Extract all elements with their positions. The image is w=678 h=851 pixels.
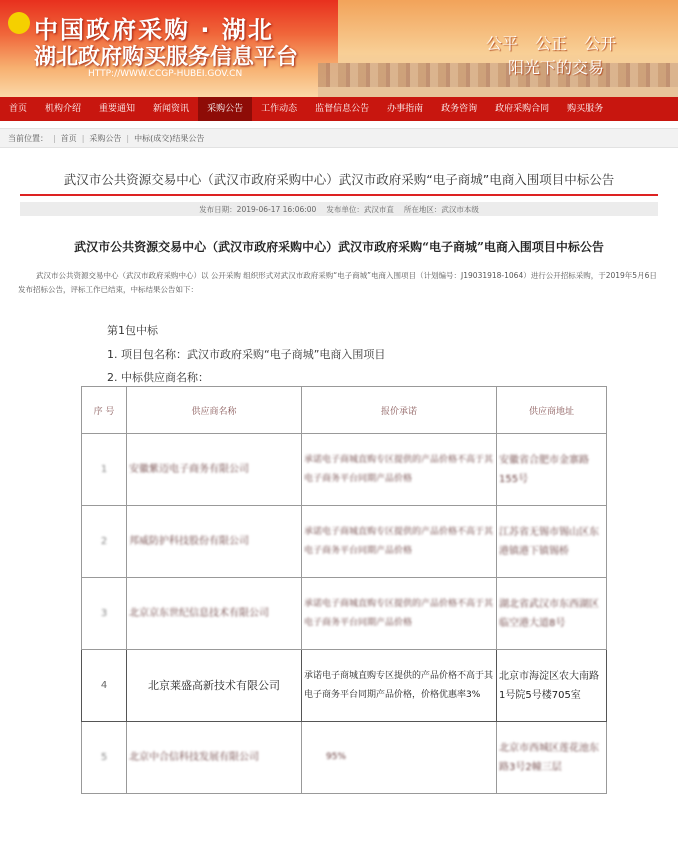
header-supplier: 供应商名称 <box>127 387 302 434</box>
row-supplier: 北京莱盛高新技术有限公司 <box>127 650 302 722</box>
page-title: 武汉市公共资源交易中心（武汉市政府采购中心）武汉市政府采购“电子商城”电商入围项目中标公告 <box>63 172 615 187</box>
table-row <box>82 506 607 578</box>
article-meta <box>20 202 658 216</box>
nav-item-work[interactable]: 工作动态 <box>261 104 298 114</box>
row-address: 江苏省无锡市锡山区东港镇港下镇锡桥 <box>497 506 607 578</box>
row-promise: 承诺电子商城直购专区提供的产品价格不高于其电子商务平台同期产品价格，价格优惠率3% <box>302 650 497 722</box>
row-no: 3 <box>82 578 127 650</box>
header-promise: 报价承诺 <box>302 387 497 434</box>
site-banner <box>0 0 678 97</box>
row-address: 安徽省合肥市金寨路155号 <box>497 434 607 506</box>
meta-unit: 发布单位：武汉市直 <box>326 204 394 214</box>
nav-item-guide[interactable]: 办事指南 <box>387 104 424 114</box>
row-no: 5 <box>82 722 127 794</box>
breadcrumb-separator: | <box>126 133 130 143</box>
meta-published: 发布日期：2019-06-17 16:06:00 <box>199 204 317 214</box>
package-name: 1. 项目包名称：武汉市政府采购“电子商城”电商入围项目 <box>107 348 386 361</box>
row-supplier: 邦威防护科技股份有限公司 <box>127 506 302 578</box>
row-address: 北京市海淀区农大南路1号院5号楼705室 <box>497 650 607 722</box>
header-address: 供应商地址 <box>497 387 607 434</box>
breadcrumb-procurement[interactable]: 采购公告 <box>89 133 122 143</box>
site-subtitle: 湖北政府购买服务信息平台 <box>34 45 299 70</box>
breadcrumb-separator: | <box>53 133 56 143</box>
emblem-icon <box>8 12 30 34</box>
nav-item-services[interactable]: 购买服务 <box>567 104 604 114</box>
nav-item-procurement[interactable]: 采购公告 <box>198 97 252 121</box>
main-nav <box>0 97 678 121</box>
table-row <box>82 434 607 506</box>
winning-suppliers-table <box>81 386 607 794</box>
row-promise: 承诺电子商城直购专区提供的产品价格不高于其电子商务平台同期产品价格 <box>302 506 497 578</box>
table-row <box>82 578 607 650</box>
row-promise: 承诺电子商城直购专区提供的产品价格不高于其电子商务平台同期产品价格 <box>302 578 497 650</box>
title-divider <box>20 194 658 196</box>
row-supplier: 安徽紫迈电子商务有限公司 <box>127 434 302 506</box>
nav-item-home[interactable]: 首页 <box>9 104 28 114</box>
row-promise: 95% <box>302 722 497 794</box>
document-title: 武汉市公共资源交易中心（武汉市政府采购中心）武汉市政府采购“电子商城”电商入围项目中标公告 <box>74 240 604 254</box>
breadcrumb-separator: | <box>81 133 85 143</box>
row-supplier: 北京京东世纪信息技术有限公司 <box>127 578 302 650</box>
nav-item-news[interactable]: 新闻资讯 <box>153 104 190 114</box>
row-no: 1 <box>82 434 127 506</box>
table-row-highlighted <box>82 650 607 722</box>
breadcrumb <box>0 128 678 148</box>
breadcrumb-home[interactable]: 首页 <box>60 133 77 143</box>
row-address: 湖北省武汉市东西湖区临空港大道8号 <box>497 578 607 650</box>
nav-item-about[interactable]: 机构介绍 <box>45 104 82 114</box>
row-no: 4 <box>82 650 127 722</box>
site-title[interactable]: 中国政府采购 · 湖北 <box>34 16 274 44</box>
breadcrumb-current[interactable]: 中标(成交)结果公告 <box>134 133 205 143</box>
nav-item-notices[interactable]: 重要通知 <box>99 104 136 114</box>
breadcrumb-label: 当前位置： <box>8 133 48 143</box>
package-label: 第1包中标 <box>107 324 158 337</box>
row-supplier: 北京中合信科技发展有限公司 <box>127 722 302 794</box>
row-address: 北京市西城区莲花池东路3号2幢三层 <box>497 722 607 794</box>
site-url: HTTP://WWW.CCGP-HUBEI.GOV.CN <box>88 69 243 79</box>
row-promise: 承诺电子商城直购专区提供的产品价格不高于其电子商务平台同期产品价格 <box>302 434 497 506</box>
table-header-row <box>82 387 607 434</box>
nav-item-supervision[interactable]: 监督信息公告 <box>315 104 370 114</box>
intro-paragraph: 武汉市公共资源交易中心（武汉市政府采购中心）以 公开采购 组织形式对武汉市政府采购“电子商城”电商入围项目（计划编号：J19031918-1064）进行公开招标采购，于2019年5月6日发布招标公告，评标工作已结束，中标结果公告如下： <box>18 271 657 294</box>
slogan-sunshine: 阳光下的交易 <box>508 58 605 77</box>
meta-region: 所在地区：武汉市本级 <box>403 204 479 214</box>
slogan-fair: 公平 公正 公开 <box>486 34 617 53</box>
row-no: 2 <box>82 506 127 578</box>
header-no: 序 号 <box>82 387 127 434</box>
table-row <box>82 722 607 794</box>
nav-item-consult[interactable]: 政务咨询 <box>441 104 478 114</box>
nav-item-contracts[interactable]: 政府采购合同 <box>495 104 550 114</box>
banner-river <box>318 87 678 97</box>
supplier-heading: 2. 中标供应商名称： <box>107 371 209 384</box>
